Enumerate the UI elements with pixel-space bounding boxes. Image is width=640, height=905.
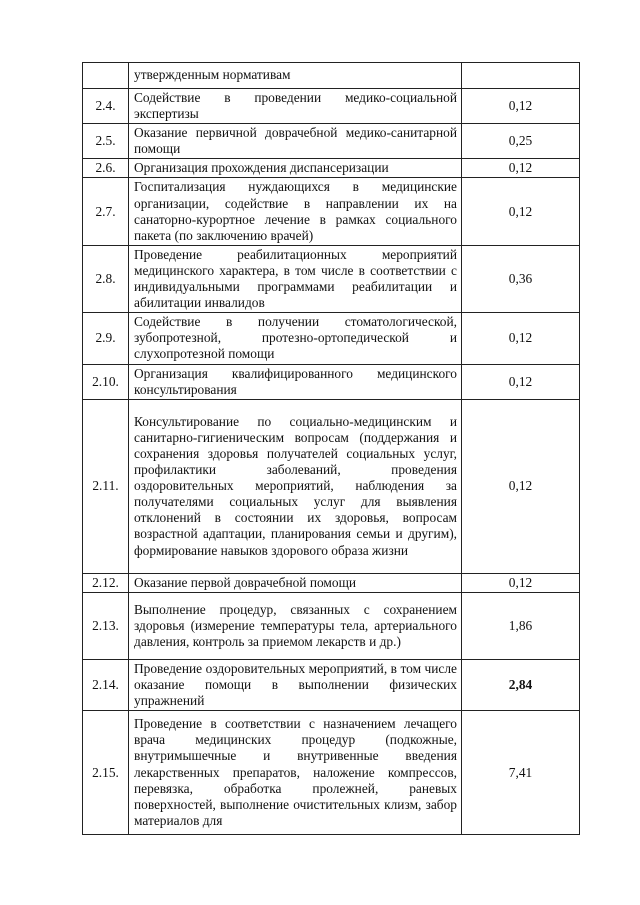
row-description: Оказание первичной доврачебной медико-санитарной помощи [134,125,457,157]
table-row [83,178,580,245]
row-value: 0,12 [462,89,580,124]
row-number: 2.10. [83,364,129,399]
table-row [83,364,580,399]
services-table [82,62,580,835]
table-row [83,245,580,312]
row-number: 2.13. [83,592,129,659]
row-value: 2,84 [462,659,580,710]
row-number: 2.4. [83,89,129,124]
row-value: 0,12 [462,313,580,364]
row-number: 2.12. [83,573,129,592]
row-number: 2.7. [83,178,129,245]
table-row [83,659,580,710]
table-row [83,63,580,89]
row-value: 0,12 [462,399,580,573]
row-number: 2.14. [83,659,129,710]
row-number: 2.15. [83,711,129,835]
row-value: 0,12 [462,573,580,592]
row-number: 2.11. [83,399,129,573]
row-value: 7,41 [462,711,580,835]
row-number: 2.8. [83,245,129,312]
table-row [83,399,580,573]
table-row [83,711,580,835]
row-value: 0,12 [462,178,580,245]
row-value: 0,36 [462,245,580,312]
table-row [83,313,580,364]
row-description: Консультирование по социально-медицинским и санитарно-гигиеническим вопросам (поддержания и сохранения здоровья получателей социальных услуг, профилактики заболеваний, проведения оздоровительных мероприятий, наблюдения за получателями социальных услуг для выявления отклонений в состоянии их здоровья, вопросам возрастной адаптации, планирования семьи и другим), формирование навыков здорового образа жизни [134,413,457,558]
row-value: 0,12 [462,364,580,399]
row-description: Организация квалифицированного медицинского консультирования [134,365,457,397]
table-row [83,89,580,124]
row-number: 2.9. [83,313,129,364]
table-row [83,573,580,592]
row-value: 1,86 [462,592,580,659]
row-description: Организация прохождения диспансеризации [134,160,389,176]
row-value: 0,25 [462,124,580,159]
row-description: Проведение оздоровительных мероприятий, в том числе оказание помощи в выполнении физических упражнений [134,660,457,708]
row-description: утвержденным нормативам [134,67,291,83]
row-number: 2.6. [83,159,129,178]
row-value [462,63,580,89]
row-description: Проведение реабилитационных мероприятий медицинского характера, в том числе в соответствии с индивидуальными программами реабилитации и абилитации инвалидов [134,246,457,311]
row-description: Содействие в проведении медико-социальной экспертизы [134,90,457,122]
row-number [83,63,129,89]
row-description: Проведение в соответствии с назначением лечащего врача медицинских процедур (подкожные, внутримышечные и внутривенные введения лекарственных препаратов, наложение компрессов, перевязка, обработка пролежней, раневых поверхностей, выполнение очистительных клизм, забор материалов для [134,716,457,828]
row-description: Содействие в получении стоматологической, зубопротезной, протезно-ортопедической и слухопротезной помощи [134,314,457,362]
row-value: 0,12 [462,159,580,178]
row-number: 2.5. [83,124,129,159]
row-description: Оказание первой доврачебной помощи [134,574,357,590]
table-row [83,124,580,159]
row-description: Выполнение процедур, связанных с сохранением здоровья (измерение температуры тела, артериального давления, контроль за приемом лекарств и др.) [134,601,457,649]
table-row [83,159,580,178]
row-description: Госпитализация нуждающихся в медицинские организации, содействие в направлении их на санаторно-курортное лечение в рамках социального пакета (по заключению врачей) [134,179,457,243]
table-row [83,592,580,659]
